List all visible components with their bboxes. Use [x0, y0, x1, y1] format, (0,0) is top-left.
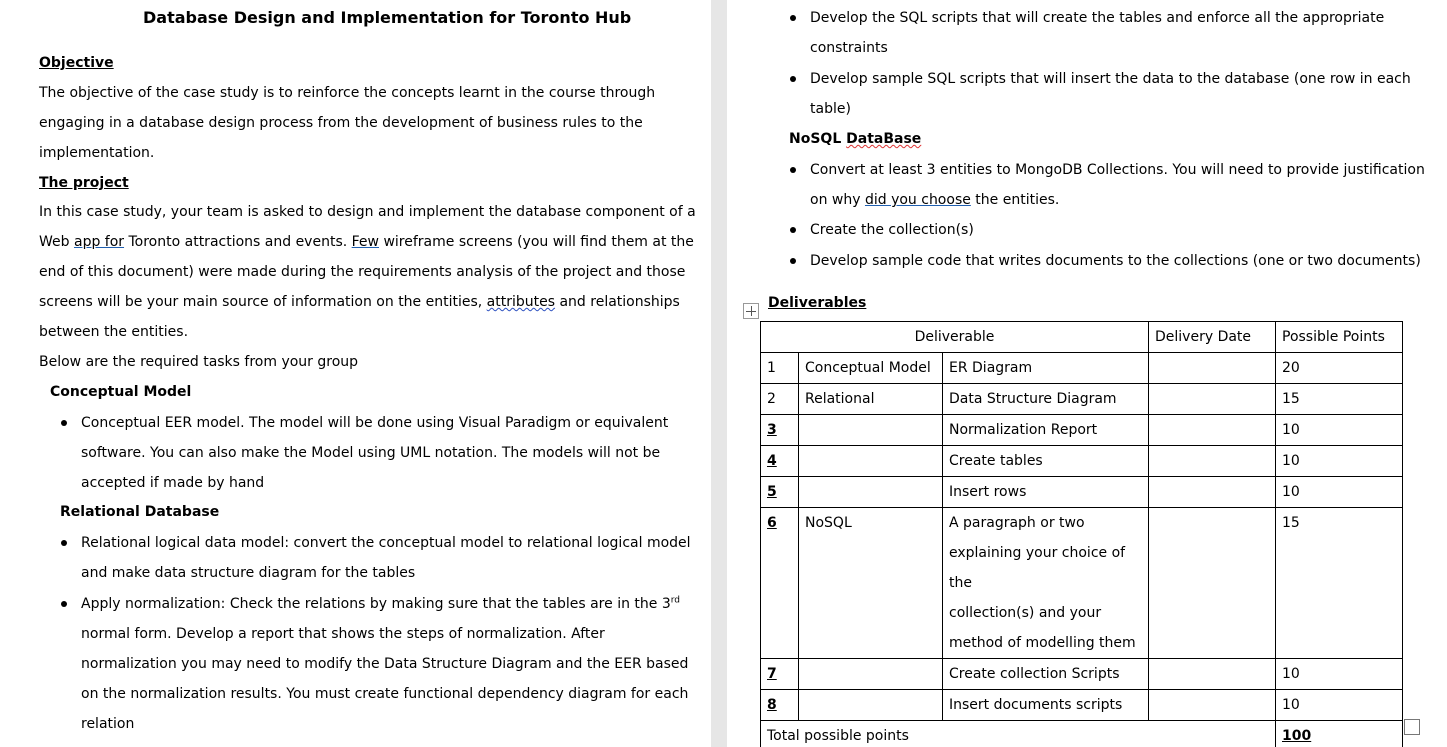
bullet-icon — [790, 227, 796, 233]
sql-line: Develop sample SQL scripts that will insert the data to the database (one row in each — [810, 71, 1411, 87]
row-points: 10 — [1276, 415, 1403, 446]
row-date[interactable] — [1149, 353, 1276, 384]
row-number: 3 — [761, 415, 799, 446]
row-date[interactable] — [1149, 384, 1276, 415]
row-category — [799, 477, 943, 508]
row-item: Normalization Report — [943, 415, 1149, 446]
row-category — [799, 659, 943, 690]
row-category — [799, 446, 943, 477]
sql-line: Develop the SQL scripts that will create the tables and enforce all the appropriate — [810, 10, 1385, 26]
row-category: Relational — [799, 384, 943, 415]
row-item: Create tables — [943, 446, 1149, 477]
row-number: 7 — [761, 659, 799, 690]
relational-line: normal form. Develop a report that shows the steps of normalization. After — [81, 626, 605, 642]
table-row — [761, 384, 1403, 415]
row-item: Insert rows — [943, 477, 1149, 508]
row-item: ER Diagram — [943, 353, 1149, 384]
project-line: screens will be your main source of information on the entities, attributes and relationships — [39, 294, 680, 310]
total-value: 100 — [1276, 721, 1403, 747]
nosql-heading: NoSQL DataBase — [789, 131, 922, 147]
row-item-line: method of modelling them — [949, 635, 1136, 651]
deliverables-table — [760, 321, 1403, 747]
deliverables-heading: Deliverables — [768, 295, 867, 311]
row-points: 15 — [1276, 384, 1403, 415]
document-page-left — [0, 0, 711, 747]
nosql-line: Develop sample code that writes documents to the collections (one or two documents) — [810, 253, 1421, 269]
row-category — [799, 415, 943, 446]
table-row — [761, 353, 1403, 384]
bullet-icon — [61, 601, 67, 607]
document-page-right — [727, 0, 1447, 747]
row-item-line: explaining your choice of the — [949, 545, 1126, 591]
bullet-icon — [790, 167, 796, 173]
conceptual-line: Conceptual EER model. The model will be done using Visual Paradigm or equivalent — [81, 415, 669, 431]
row-item-line: collection(s) and your — [949, 605, 1102, 621]
row-date[interactable] — [1149, 659, 1276, 690]
objective-line: The objective of the case study is to reinforce the concepts learnt in the course through — [39, 85, 656, 101]
bullet-icon — [61, 420, 67, 426]
table-row — [761, 415, 1403, 446]
conceptual-line: accepted if made by hand — [81, 475, 265, 491]
row-points: 15 — [1276, 508, 1403, 659]
tasks-intro: Below are the required tasks from your group — [39, 354, 359, 370]
nosql-line: on why did you choose the entities. — [810, 192, 1060, 208]
row-number: 5 — [761, 477, 799, 508]
table-total-row — [761, 721, 1403, 747]
grammar-flag[interactable]: attributes — [486, 294, 556, 310]
nosql-line: Convert at least 3 entities to MongoDB Collections. You will need to provide justification — [810, 162, 1425, 178]
document-title: Database Design and Implementation for Toronto Hub — [143, 8, 632, 27]
objective-line: engaging in a database design process from the development of business rules to the — [39, 115, 643, 131]
row-date[interactable] — [1149, 508, 1276, 659]
table-row — [761, 446, 1403, 477]
row-item: Insert documents scripts — [943, 690, 1149, 721]
header-possible-points: Possible Points — [1276, 322, 1403, 353]
row-item — [943, 508, 1149, 659]
sql-line: table) — [810, 101, 851, 117]
row-number: 8 — [761, 690, 799, 721]
row-number: 6 — [761, 508, 799, 659]
row-date[interactable] — [1149, 690, 1276, 721]
relational-line: Apply normalization: Check the relations by making sure that the tables are in the 3rd — [81, 595, 681, 612]
table-row — [761, 508, 1403, 659]
row-item: Create collection Scripts — [943, 659, 1149, 690]
row-points: 10 — [1276, 659, 1403, 690]
table-row — [761, 690, 1403, 721]
header-deliverable: Deliverable — [761, 322, 1149, 353]
project-line: end of this document) were made during the requirements analysis of the project and those — [39, 264, 686, 280]
objective-heading: Objective — [39, 55, 114, 71]
row-points: 10 — [1276, 690, 1403, 721]
row-points: 10 — [1276, 477, 1403, 508]
spelling-flag[interactable]: app for — [73, 234, 125, 250]
relational-line: on the normalization results. You must create functional dependency diagram for each — [81, 686, 689, 702]
table-row — [761, 477, 1403, 508]
row-number: 2 — [761, 384, 799, 415]
relational-line: and make data structure diagram for the tables — [81, 565, 416, 581]
relational-line: relation — [81, 716, 135, 732]
project-line: Web app for Toronto attractions and events. Few wireframe screens (you will find them at the — [39, 234, 694, 250]
objective-line: implementation. — [39, 145, 155, 161]
table-row — [761, 659, 1403, 690]
relational-heading: Relational Database — [60, 504, 220, 520]
bullet-icon — [790, 15, 796, 21]
project-heading: The project — [39, 175, 129, 191]
table-move-handle-icon[interactable] — [743, 303, 759, 319]
row-number: 1 — [761, 353, 799, 384]
row-number: 4 — [761, 446, 799, 477]
sql-line: constraints — [810, 40, 888, 56]
spelling-flag[interactable]: DataBase — [846, 131, 922, 147]
page-gutter — [711, 0, 727, 747]
project-line: between the entities. — [39, 324, 189, 340]
relational-line: Relational logical data model: convert the conceptual model to relational logical model — [81, 535, 691, 551]
row-points: 10 — [1276, 446, 1403, 477]
row-date[interactable] — [1149, 415, 1276, 446]
nosql-line: Create the collection(s) — [810, 222, 974, 238]
row-points: 20 — [1276, 353, 1403, 384]
grammar-flag[interactable]: Few — [351, 234, 379, 250]
relational-line: normalization you may need to modify the Data Structure Diagram and the EER based — [81, 656, 689, 672]
grammar-flag[interactable]: did you choose — [864, 192, 971, 208]
row-item-line: A paragraph or two — [949, 515, 1085, 531]
row-date[interactable] — [1149, 477, 1276, 508]
conceptual-line: software. You can also make the Model using UML notation. The models will not be — [81, 445, 661, 461]
row-item: Data Structure Diagram — [943, 384, 1149, 415]
bullet-icon — [790, 258, 796, 264]
row-category: NoSQL — [799, 508, 943, 659]
bullet-icon — [61, 540, 67, 546]
bullet-icon — [790, 76, 796, 82]
row-date[interactable] — [1149, 446, 1276, 477]
row-category: Conceptual Model — [799, 353, 943, 384]
header-delivery-date: Delivery Date — [1149, 322, 1276, 353]
table-resize-handle-icon[interactable] — [1404, 719, 1420, 735]
total-label: Total possible points — [761, 721, 1276, 747]
row-category — [799, 690, 943, 721]
conceptual-heading: Conceptual Model — [50, 384, 192, 400]
project-line: In this case study, your team is asked to design and implement the database component of a — [39, 204, 696, 220]
table-header-row — [761, 322, 1403, 353]
